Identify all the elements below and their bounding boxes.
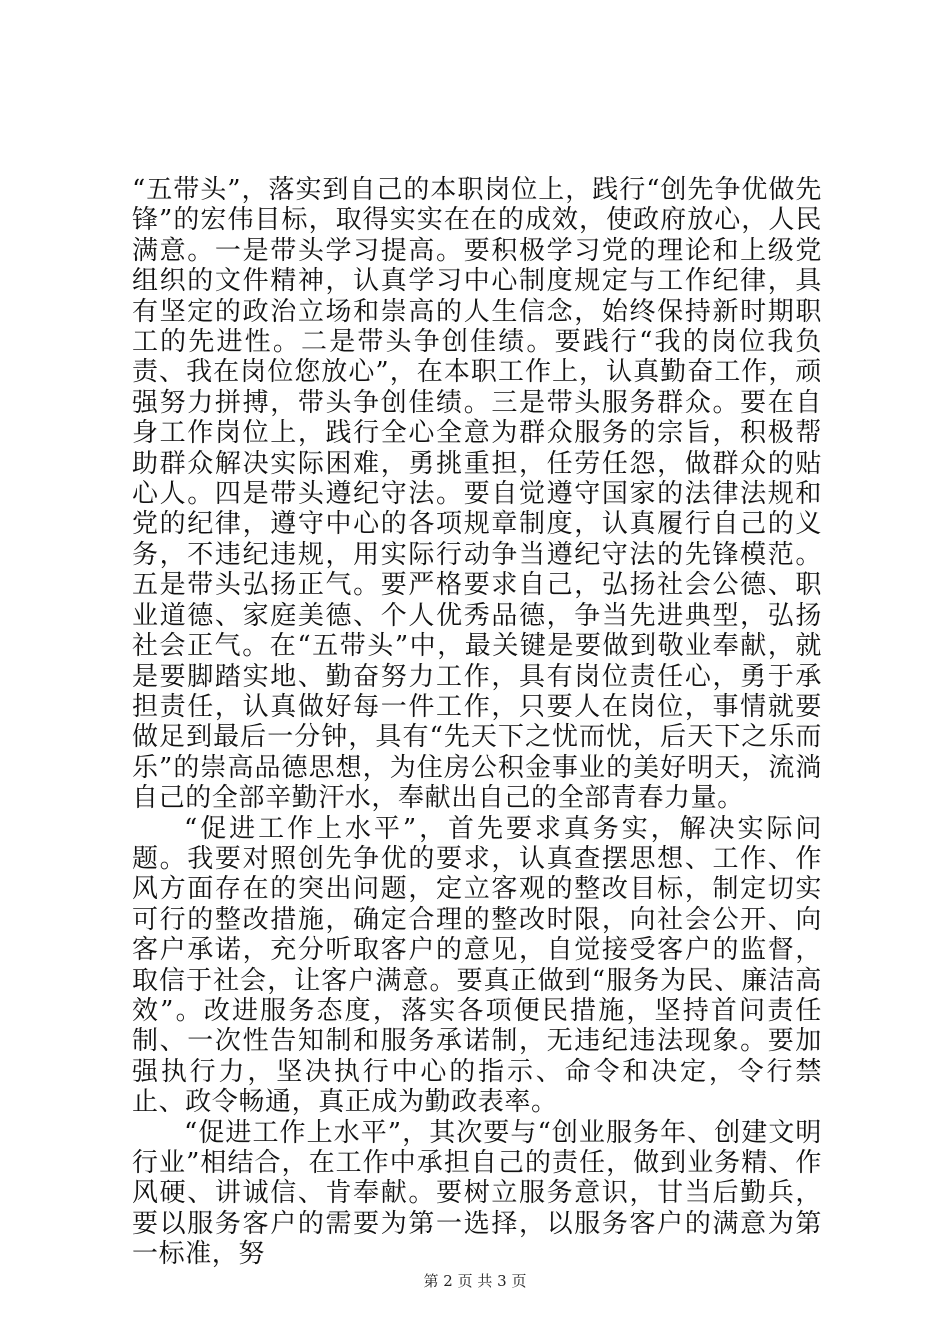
document-body [132,175,822,1270]
paragraph-3: “促进工作上水平”，其次要与“创业服务年、创建文明行业”相结合，在工作中承担自己的责任，做到业务精、作风硬、讲诚信、肯奉献。要树立服务意识，甘当后勤兵，要以服务客户的需要为第一选择，以服务客户的满意为第一标准，努 [132,1117,822,1270]
page-number-footer: 第 2 页 共 3 页 [423,1272,527,1290]
paragraph-2: “促进工作上水平”，首先要求真务实，解决实际问题。我要对照创先争优的要求，认真查摆思想、工作、作风方面存在的突出问题，定立客观的整改目标，制定切实可行的整改措施，确定合理的整改时限，向社会公开、向客户承诺，充分听取客户的意见，自觉接受客户的监督，取信于社会，让客户满意。要真正做到“服务为民、廉洁高效”。改进服务态度，落实各项便民措施，坚持首问责任制、一次性告知制和服务承诺制，无违纪违法现象。要加强执行力，坚决执行中心的指示、命令和决定，令行禁止、政令畅通，真正成为勤政表率。 [132,813,822,1118]
paragraph-1: “五带头”，落实到自己的本职岗位上，践行“创先争优做先锋”的宏伟目标，取得实实在在的成效，使政府放心，人民满意。一是带头学习提高。要积极学习党的理论和上级党组织的文件精神，认真学习中心制度规定与工作纪律，具有坚定的政治立场和崇高的人生信念，始终保持新时期职工的先进性。二是带头争创佳绩。要践行“我的岗位我负责、我在岗位您放心”，在本职工作上，认真勤奋工作，顽强努力拼搏，带头争创佳绩。三是带头服务群众。要在自身工作岗位上，践行全心全意为群众服务的宗旨，积极帮助群众解决实际困难，勇挑重担，任劳任怨，做群众的贴心人。四是带头遵纪守法。要自觉遵守国家的法律法规和党的纪律，遵守中心的各项规章制度，认真履行自己的义务，不违纪违规，用实际行动争当遵纪守法的先锋模范。五是带头弘扬正气。要严格要求自己，弘扬社会公德、职业道德、家庭美德、个人优秀品德，争当先进典型，弘扬社会正气。在“五带头”中，最关键是要做到敬业奉献，就是要脚踏实地、勤奋努力工作，具有岗位责任心，勇于承担责任，认真做好每一件工作，只要人在岗位，事情就要做足到最后一分钟，具有“先天下之忧而忧，后天下之乐而乐”的崇高品德思想，为住房公积金事业的美好明天，流淌自己的全部辛勤汗水，奉献出自己的全部青春力量。 [132,175,822,814]
